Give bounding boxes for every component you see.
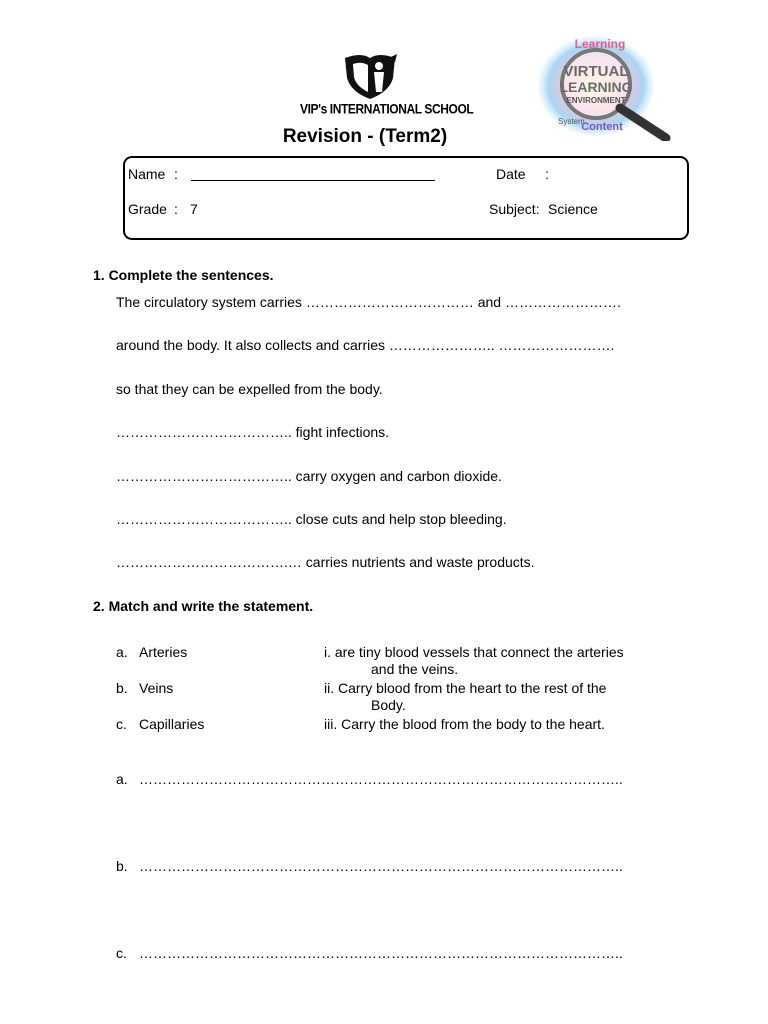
definition-text: i. are tiny blood vessels that connect the arteries: [324, 644, 624, 660]
answer-line-a[interactable]: …………………………………………………………………………………………..: [139, 771, 623, 787]
page-title: Revision - (Term2): [282, 126, 448, 147]
school-logo: [300, 52, 474, 122]
school-crest-icon: [341, 52, 399, 100]
definition-text: ii. Carry blood from the heart to the rest of the: [324, 680, 607, 696]
definition-continuation: Body.: [371, 697, 406, 713]
sentence-line: The circulatory system carries ……………………………… and …………………….: [116, 294, 621, 310]
match-letter: a.: [116, 644, 128, 660]
svg-text:Learning: Learning: [574, 37, 626, 51]
question-2-heading: 2. Match and write the statement.: [93, 598, 314, 614]
answer-letter: b.: [116, 858, 128, 874]
match-letter: b.: [116, 680, 128, 696]
sentence-line: ……………………………….. carry oxygen and carbon dioxide.: [116, 468, 502, 484]
match-letter: c.: [116, 716, 127, 732]
name-colon: :: [174, 166, 178, 182]
answer-line-b[interactable]: …………………………………………………………………………………………..: [139, 858, 623, 874]
sentence-line: ……………………………….. close cuts and help stop bleeding.: [116, 511, 507, 527]
grade-value: 7: [190, 201, 198, 217]
match-term-veins: Veins: [139, 680, 174, 696]
name-field[interactable]: [181, 166, 435, 184]
answer-letter: c.: [116, 945, 127, 961]
definition-i: [324, 644, 624, 678]
sentence-line: ……………………………….… carries nutrients and waste products.: [116, 554, 535, 570]
definition-continuation: and the veins.: [371, 661, 459, 677]
date-colon: :: [545, 166, 549, 182]
grade-colon: :: [174, 201, 178, 217]
answer-letter: a.: [116, 771, 128, 787]
definition-text: iii. Carry the blood from the body to the heart.: [324, 716, 605, 732]
subject-label: Subject:: [489, 201, 540, 217]
date-label: Date: [496, 166, 526, 182]
subject-value: Science: [548, 201, 598, 217]
grade-label: Grade: [128, 201, 167, 217]
svg-text:VIRTUAL: VIRTUAL: [563, 63, 629, 80]
svg-text:Content: Content: [581, 121, 623, 133]
magnifier-icon: [538, 36, 673, 141]
sentence-line: ……………………………….. fight infections.: [116, 424, 390, 440]
school-name: VIP's INTERNATIONAL SCHOOL: [300, 100, 474, 118]
match-term-arteries: Arteries: [139, 644, 188, 660]
svg-text:ENVIRONMENT: ENVIRONMENT: [566, 96, 626, 105]
sentence-line: around the body. It also collects and carries ………………….. …………………….: [116, 337, 615, 353]
svg-text:LEARNING: LEARNING: [559, 79, 633, 95]
definition-iii: [324, 716, 605, 733]
question-1-heading: 1. Complete the sentences.: [93, 267, 274, 283]
virtual-learning-logo: [538, 36, 673, 141]
match-term-capillaries: Capillaries: [139, 716, 205, 732]
definition-ii: [324, 680, 606, 714]
name-label: Name: [128, 166, 166, 182]
answer-line-c[interactable]: …………………………………………………………………………………………..: [139, 945, 623, 961]
svg-text:System: System: [558, 117, 585, 126]
sentence-line: so that they can be expelled from the body.: [116, 381, 383, 397]
